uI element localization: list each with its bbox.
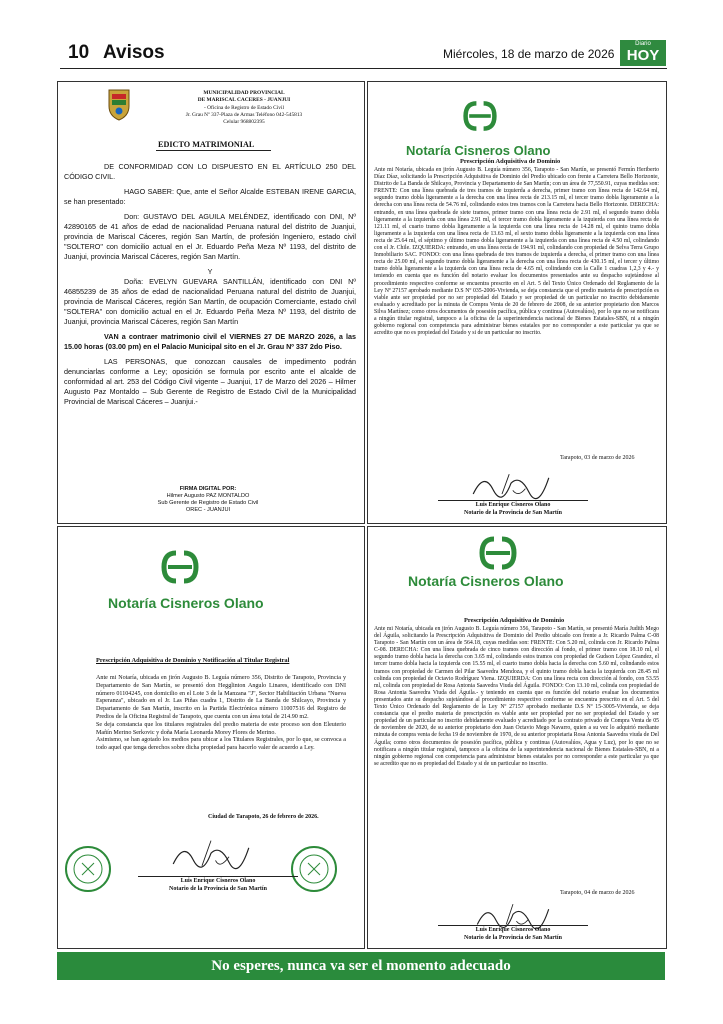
notary-name: Luis Enrique Cisneros Olano [438,925,588,934]
newspaper-logo [620,40,666,66]
edict-paragraph: DE CONFORMIDAD CON LO DISPUESTO EN EL ARTÍCULO 250 DEL CÓDIGO CIVIL. [64,162,356,181]
municipality-header [144,90,344,126]
edict-paragraph: HAGO SABER: Que, ante el Señor Alcalde ESTEBAN IRENE GARCIA, se han presentado: [64,187,356,206]
place-date: Tarapoto, 03 de marzo de 2026 [560,455,635,461]
signature-icon [166,835,256,875]
logo-main-text: HOY [626,47,660,64]
notary-brand: Notaría Cisneros Olano [408,573,564,589]
footer-banner: No esperes, nunca va ser el momento adecuado [57,952,665,980]
notary-title: Notario de la Provincia de San Martín [464,935,562,941]
edict-body [64,162,356,412]
marriage-edict-notice [57,81,365,524]
notice-body [374,626,659,768]
notice-paragraph: Se deja constancia que los titulares registrales del predio materia de este proceso son don Eleuterio Mañín Merino Serkovic y doña María Leonarda Morey Flores de Merino. [96,721,346,736]
notary-logo-icon [452,98,508,134]
digital-signature-block [118,486,298,514]
place-date: Ciudad de Tarapoto, 26 de febrero de 2026. [208,814,319,820]
title-underline [156,150,271,151]
notary-notice-3 [367,526,667,949]
notary-signature-block [138,876,298,893]
signature-line: OREC - JUANJUI [185,507,231,513]
logo-top-text: Diario [635,41,651,47]
section-title: Avisos [103,42,165,63]
edict-paragraph: Don: GUSTAVO DEL AGUILA MELÉNDEZ, identificado con DNI, Nº 42890165 de 41 años de edad de nacionalidad Peruana natural del distrito de Juanjui, provincia de Mariscal Cáceres, región San Martín, de profesión Ingeniero, estado civil "SOLTERO" con domicilio actual en el Jr. Eduardo Peña Meza Nº 1193, del distrito de Juanjui, provincia Mariscal Cáceres, región San Martín. [64,212,356,261]
edict-paragraph: VAN a contraer matrimonio civil el VIERNES 27 DE MARZO 2026, a las 15.00 horas (03.00 pm) en el Palacio Municipal sito en el Jr. Grau Nº 337 2do Piso. [64,332,356,351]
org-line: MUNICIPALIDAD PROVINCIAL [203,90,285,96]
notary-logo-icon [466,533,530,573]
notary-brand: Notaría Cisneros Olano [108,595,264,611]
notary-title: Notario de la Provincia de San Martín [464,510,562,516]
page-number: 10 [68,42,90,63]
signature-line: Hilmer Augusto PAZ MONTALDO [166,493,250,499]
notice-paragraph: Ante mi Notaría, ubicada en jirón Augusto B. Leguía número 356, Tarapoto - San Martín, se presentó Fermín Heriberto Díaz Díaz, solicitando la Prescripción Adquisitiva de Dominio del Predio ubicado con frente a Carretera Bello Horizonte, Distrito de La Banda de Shilcayo, Provincia y Departamento de San Martín; con un área de 77,550.91, cuyas medidas son: FRENTE: Con una línea quebrada de tres tramos de izquierda a derecha, primer tramo con línea recta de 142.64 ml, segundo tramo dobla ligeramente a la derecha con una línea recta de 213.15 ml, el tercer tramo dobla ligeramente a la derecha con una línea recta de 54.76 ml, colindando estos tres tramos con la Carretera hacia Bello Horizonte. DERECHA: entrando, en una línea quebrada de siete tramos, primer tramo con una línea recta de 2.91 ml, el segundo tramo dobla ligeramente a la izquierda con una línea 2.91 ml, el tercer tramo dobla ligeramente a la izquierda con una línea recta de 121.11 ml, el cuarto tramo dobla ligeramente a la izquierda con una línea recta de 14.28 ml, el quinto tramo dobla ligeramente a la izquierda con una línea recta de 13.63 ml, el sexto tramo dobla ligeramente a la izquierda con una línea recta de 25.64 ml, el séptimo y último tramo dobla ligeramente a la izquierda con una línea recta de 4.50 ml, colindando con el Jr. Chile. IZQUIERDA: entrando, en una línea recta de 194.91 ml, colindando con propiedad de Selva Terra Grupo Inmobiliario SAC. FONDO: con una línea quebrada de tres tramos de izquierda a derecha, el primer tramo con una línea recta de 25.00 ml, el segundo tramo dobla ligeramente a la derecha con una línea recta de 430.15 ml, el tercer y último tramo dobla ligeramente a la izquierda con una línea recta de 4.65 ml, colindando con la Calle 1 cuadras 1,2,3 y 4.- y teniendo en cuenta que es función del notario evaluar los documentos presentados ante su despacho sujetándose al procedimiento respectivo conforme se encuentra prescrito en el Art. 5 del Texto Único Ordenado del Reglamento de la Ley Nº 27157 aprobado mediante D.S Nº 035-2006-Vivienda, se deja constancia que el predio materia de prescripción es viable ante ser propiedad por no ser propiedad del Estado y ser propiedad de un particular no inscrito debidamente evaluado y acreditado por la minuta de Compra Venta de 20 de febrero de 2008, de su anterior propietario don Marcos Silva Martínez; como otros documentos de posesión pacífica, pública y continua (Autovalúos), por lo que no se notificara a ningún titular registral, tampoco a la oficina de la superintendencia nacional de Bienes Estatales-SBN, ni a ningún gobierno regional con competencia para administrar bienes estatales por no corresponder a este particular ya que se acredito que no es propiedad del Estado y si de un particular no inscrito. [374,167,659,337]
notice-body [96,675,346,753]
notary-stamp-icon [64,845,112,893]
edict-paragraph: LAS PERSONAS, que conozcan causales de impedimento podrán denunciarlas conforme a Ley; oposición se formula por escrito ante el alcalde de conformidad al art. 253 del Código Civil vigente – Juanjui, 17 de Marzo del 2026 – Hilmer Augusto Paz Montaldo – Sub Gerente de Registro de Estado Civil de la Municipalidad Provincial de Mariscal Cáceres – Juanjui.- [64,357,356,406]
notice-body [374,167,659,337]
signature-line: Sub Gerente de Registro de Estado Civil [157,500,259,506]
notary-notice-2 [57,526,365,949]
notary-notice-1 [367,81,667,524]
notary-brand: Notaría Cisneros Olano [406,143,551,158]
notary-signature-block [438,925,588,942]
notary-title: Notario de la Provincia de San Martín [169,886,267,892]
notice-paragraph: Ante mi Notaría, ubicada en jirón Augusto B. Leguía número 356, Distrito de Tarapoto, Provincia y Departamento de San Martín, se presentó don Hegglinton Angulo Linares, identificado con DNI número 01104245, con domicilio en el Lote 3 de la Manzana "J", Sector Habilitación Urbana "Nueva Esperanza", ubicado en el Jr. Las Piñas cuadra 1, Distrito de La Banda de Shilcayo, Provincia y Departamento de San Martín, inscrito en la Partida Electrónica número 11007516 del Registro de Predios de la Oficina Registral de Tarapoto, que cuenta con un área total de 214.90 m2. [96,675,346,720]
notice-paragraph: Asimismo, se han agotado los medios para ubicar a los Titulares Registrales, por lo que, se convoca a todo aquel que tenga derechos sobre dicha propiedad para hacerlo valer de acuerdo a Ley. [96,737,346,752]
header-rule [60,68,667,69]
org-line: - Oficina de Registro de Estado Civil [204,104,284,111]
signature-line: FIRMA DIGITAL POR: [179,486,237,492]
notice-paragraph: Ante mi Notaría, ubicada en jirón Augusto B. Leguía número 356, Tarapoto - San Martín, se presentó María Judith Mego del Águila, solicitando la Prescripción Adquisitiva de Dominio del Predio ubicado con frente a Jr. Ricardo Palma C-08 Tarapoto - San Martín con un área de 564.18, cuyas medidas son: FRENTE: Con 5.20 ml, colinda con Jr. Ricardo Palma C-08. DERECHA: Con una línea quebrada de cinco tramos con dirección al fondo, el primer tramo con 18.10 ml, el segundo tramo dobla hacia la derecha con 3.65 ml, colindando estos tramos con propiedad de Gudson López Grandez, el tercer tramo dobla hacia la izquierda con 15.55 ml, el cuarto tramo dobla hacia la derecha con 5.60 ml, colindando estos tramos con propiedad de Carmen del Pilar Saavedra Mendoza, y el quinto tramo dobla hacia la izquierda con 28.45 ml colinda con propiedad de Octavio Rodríguez Viena. IZQUIERDA: Con una línea recta con dirección al fondo, con 53.55 ml, colinda con propiedad de Rosa Antonia Saavedra Viuda del Águila. FONDO: Con 13.10 ml, colinda con propiedad de Rosa Antonia Saavedra Viuda del Águila.- y teniendo en cuenta que es función del notario evaluar los documentos presentados ante su despacho sujetándose al procedimiento respectivo conforme se encuentra prescrito en el Art. 5 del Texto Único Ordenado del Reglamento de la Ley Nº 27157 aprobado mediante D.S Nº 15-3005-Vivienda, se deja constancia que el predio materia de prescripción es viable ante ser propiedad por no ser propiedad del Estado y ser propiedad de un particular no inscrito debidamente evaluado y acreditado por la contrato privado de Compra Venta de 05 de noviembre de 2020, de su anterior propietario don Juan Octavio Mego Navarro, quien a su vez lo adquirió mediante minuta de compra venta de fecha 19 de noviembre de 1970, de su anterior propietaria Rosa Antonia Saavedra viuda de Del Águila; como otros documentos de posesión pacífica, pública y continua (Autovalúos, Agua y Luz), por lo que no se notificara a ningún titular registral, tampoco a la oficina de la superintendencia nacional de Bienes Estatales-SBN, ni a ningún gobierno regional con competencia para administrar bienes estatales por no corresponder a este particular ya que se acredito que no es propiedad del Estado y si de un particular no inscrito. [374,626,659,767]
edict-conjunction: Y [207,267,213,276]
notary-name: Luis Enrique Cisneros Olano [438,500,588,509]
notary-logo-icon [148,547,212,587]
notice-title: Prescripción Adquisitiva de Dominio y Notificación al Titular Registral [96,657,290,664]
signature-icon [466,467,556,503]
org-line: DE MARISCAL CACERES - JUANJUI [197,97,291,104]
issue-date: Miércoles, 18 de marzo de 2026 [443,47,615,61]
edict-title: EDICTO MATRIMONIAL [158,140,255,149]
edict-paragraph: Doña: EVELYN GUEVARA SANTILLÁN, identificado con DNI Nº 46855239 de 35 años de edad de nacionalidad Peruana natural del distrito de Juanjui, provincia de Mariscal Cáceres, región San Martín, de ocupación Comerciante, estado civil "SOLTERA" con domicilio actual en el Jr. Eduardo Peña Meza Nº 1193, del distrito de Juanjui, provincia Mariscal Cáceres, región San Martín [64,277,356,326]
notice-title: Prescripción Adquisitiva de Dominio [460,158,561,165]
place-date: Tarapoto, 04 de marzo de 2026 [560,890,635,896]
municipal-seal-icon [106,86,132,122]
notary-name: Luis Enrique Cisneros Olano [138,876,298,885]
notice-title: Prescripción Adquisitiva de Dominio [464,617,565,624]
org-line: Celular 968802395 [223,119,265,126]
notary-signature-block [438,500,588,517]
org-line: Jr. Grau Nº 337-Plaza de Armas Teléfono 042-545813 [185,111,303,118]
